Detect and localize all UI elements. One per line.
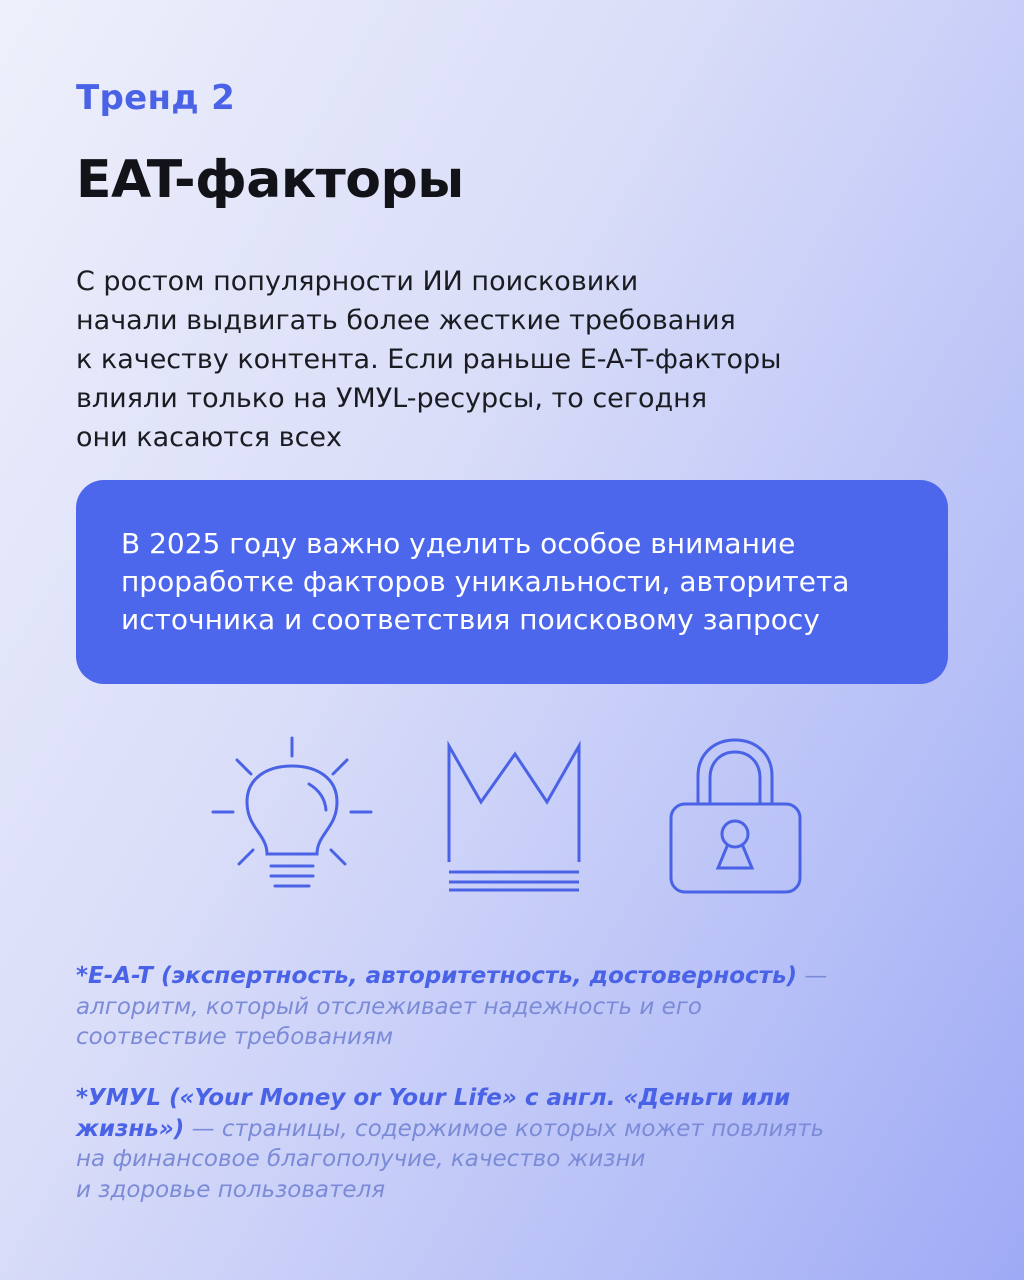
footnote-term: *УМУL («Your Money or Your Life» с англ. «Деньги или	[76, 1085, 791, 1111]
footnote-term: жизнь»)	[76, 1115, 185, 1142]
footnote-line	[76, 1114, 956, 1145]
intro-line: они касаются всех	[76, 422, 343, 453]
callout-line: В 2025 году важно уделить особое внимание	[121, 527, 796, 560]
intro-line: к качеству контента. Если раньше E-A-T-факторы	[76, 344, 782, 375]
footnote-term: *E-A-T (экспертность, авторитетность, достоверность)	[76, 963, 798, 989]
footnote-line: соотвествие требованиям	[76, 1024, 394, 1050]
callout-line: источника и соответствия поисковому запросу	[121, 603, 820, 636]
intro-line: влияли только на УМУL-ресурсы, то сегодня	[76, 383, 708, 414]
lightbulb-icon	[205, 730, 380, 900]
icon-row	[0, 730, 1024, 910]
callout-box	[76, 480, 948, 684]
footnote-line: на финансовое благополучие, качество жизни	[76, 1146, 646, 1172]
page-title: EAT-факторы	[76, 150, 464, 210]
footnote-eat	[76, 961, 956, 1053]
callout-line: проработке факторов уникальности, авторитета	[121, 565, 850, 598]
footnote-line: и здоровье пользователя	[76, 1176, 386, 1203]
footnote-line	[76, 961, 956, 992]
footnote-ymyl	[76, 1083, 956, 1205]
footnote-text: — страницы, содержимое которых может повлиять	[184, 1115, 825, 1142]
trend-label: Тренд 2	[76, 78, 236, 118]
footnote-line	[76, 1083, 956, 1114]
crown-icon	[445, 740, 585, 900]
intro-paragraph	[76, 262, 896, 457]
intro-line: С ростом популярности ИИ поисковики	[76, 266, 639, 297]
footnote-text: —	[797, 963, 828, 989]
footnote-line: алгоритм, который отслеживает надежность и его	[76, 993, 702, 1020]
intro-line: начали выдвигать более жесткие требования	[76, 305, 736, 336]
padlock-icon	[668, 736, 803, 898]
